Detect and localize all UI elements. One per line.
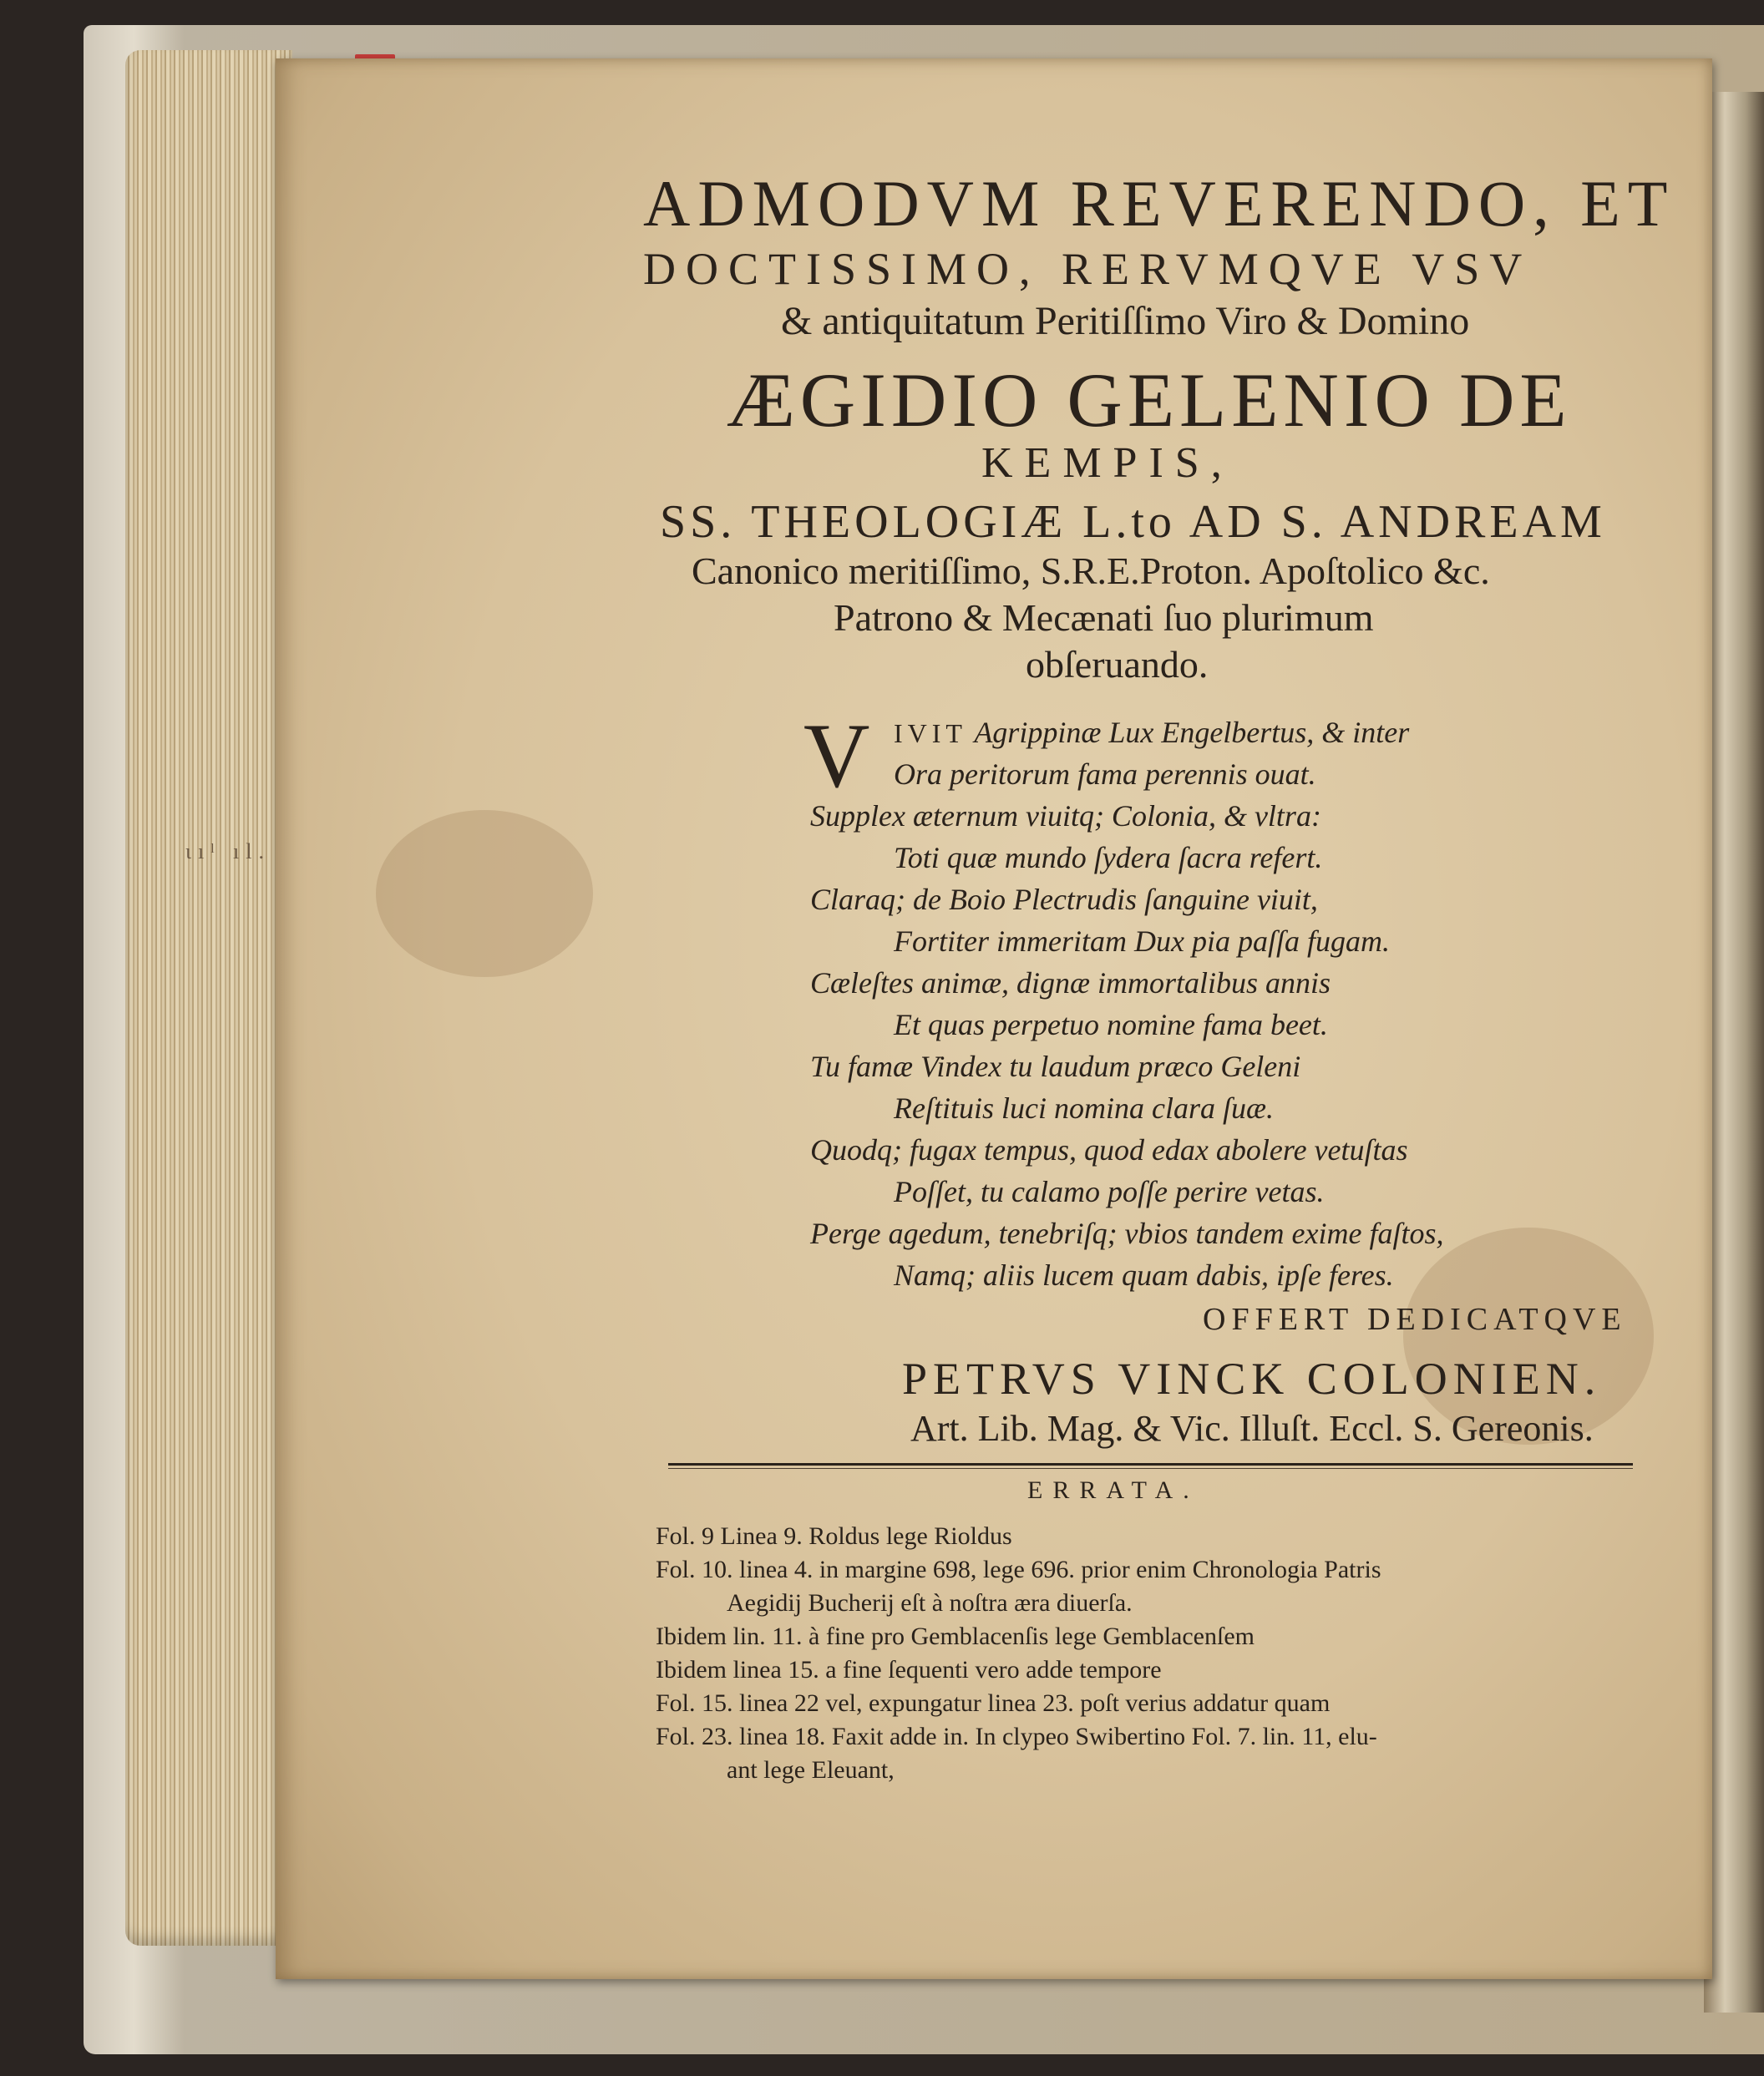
errata-line: ant lege Eleuant, [727,1756,895,1784]
dedication-line: Canonico meritiſſimo, S.R.E.Proton. Apoſtolico &c. [692,549,1490,592]
dedication-line: Patrono & Mecænati ſuo plurimum [834,596,1374,639]
errata-line: Ibidem linea 15. a fine ſequenti vero adde tempore [656,1656,1162,1684]
poem-line: Claraq; de Boio Plectrudis ſanguine viuit, [810,883,1318,916]
poem-line: Perge agedum, tenebriſq; vbios tandem exime faſtos, [810,1217,1444,1250]
author-name: PETRVS VINCK COLONIEN. [902,1354,1602,1404]
errata-heading: ERRATA. [1027,1476,1199,1504]
errata-line: Ibidem lin. 11. à fine pro Gemblacenſis lege Gemblacenſem [656,1623,1255,1650]
dedication-line: DOCTISSIMO, RERVMQVE VSV [643,244,1533,294]
poem-line: Supplex æternum viuitq; Colonia, & vltra: [810,799,1321,833]
poem-line: Reſtituis luci nomina clara ſuæ. [894,1091,1274,1125]
errata-line: Fol. 9 Linea 9. Roldus lege Rioldus [656,1522,1012,1550]
margin-marks: ɩıˡ ıl. [185,839,271,863]
errata-line: Aegidij Bucherij eſt à noſtra æra diuerſa. [727,1589,1133,1617]
page-edges [125,50,292,1946]
poem-first-line-rest: Agrippinæ Lux Engelbertus, & inter [966,716,1410,749]
poem-line: Fortiter immeritam Dux pia paſſa fugam. [894,924,1390,958]
poem [803,705,1696,1296]
divider-rule [668,1468,1633,1469]
drop-cap: V [803,705,870,807]
poem-line: Poſſet, tu calamo poſſe perire vetas. [894,1175,1325,1208]
dedication-line: & antiquitatum Peritiſſimo Viro & Domino [781,299,1470,343]
dedicatee-place: KEMPIS, [981,439,1234,487]
poem-line: Namq; aliis lucem quam dabis, ipſe feres. [894,1258,1394,1292]
poem-line [810,711,1696,753]
errata-line: Fol. 23. linea 18. Faxit adde in. In clypeo Swibertino Fol. 7. lin. 11, elu- [656,1723,1377,1750]
poem-line: Cæleſtes animæ, dignæ immortalibus annis [810,966,1331,1000]
poem-line: Toti quæ mundo ſydera ſacra refert. [894,841,1323,874]
errata-list [656,1520,1658,1787]
dedication-line: obſeruando. [1026,643,1209,686]
errata-line: Fol. 15. linea 22 vel, expungatur linea 23. poſt verius addatur quam [656,1689,1331,1717]
book-spine [1704,92,1764,2013]
dedicatee-name: ÆGIDIO GELENIO DE [727,357,1572,443]
dedication-heading [643,167,1679,686]
poem-line: Tu famæ Vindex tu laudum præco Geleni [810,1050,1301,1083]
divider-rule [668,1463,1633,1466]
poem-line: Et quas perpetuo nomine fama beet. [894,1008,1328,1041]
errata-line: Fol. 10. linea 4. in margine 698, lege 696. prior enim Chronologia Patris [656,1556,1381,1583]
dedication-line: SS. THEOLOGIÆ L.to AD S. ANDREAM [660,496,1606,548]
poem-line: Ora peritorum fama perennis ouat. [894,757,1316,791]
offert-line: OFFERT DEDICATQVE [1203,1302,1627,1337]
poem-first-words: IVIT [894,718,967,748]
stain [376,810,593,977]
poem-line: Quodq; fugax tempus, quod edax abolere vetuſtas [810,1133,1408,1167]
author-title: Art. Lib. Mag. & Vic. Illuſt. Eccl. S. Gereonis. [910,1408,1594,1449]
dedication-line: ADMODVM REVERENDO, ET [643,167,1675,240]
